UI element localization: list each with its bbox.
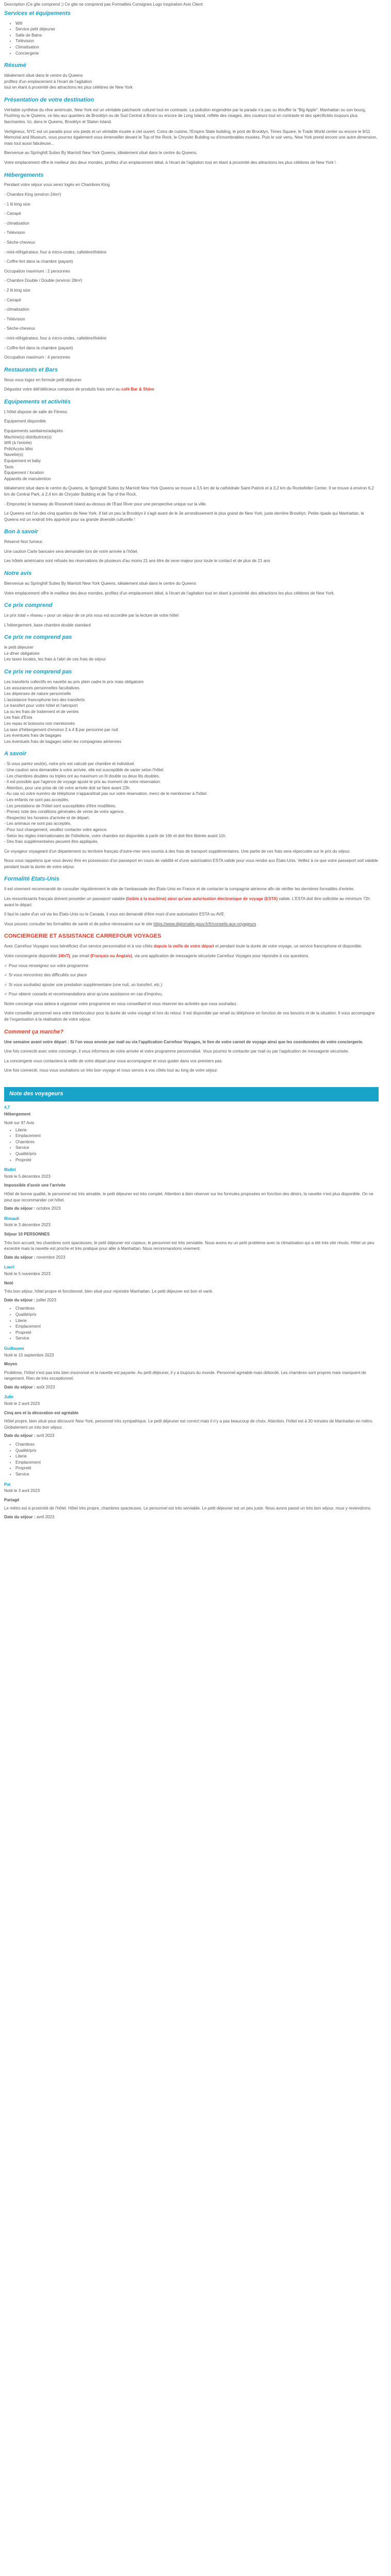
ne-comprend-line: Les taxes locales, les frais à l'abri de ces frais de séjour	[4, 657, 106, 662]
cpn-line: Les repas et boissons non mentionnés	[4, 721, 75, 726]
cpn-line: Les transferts collectifs en navette au prix plein cadre le prix mais obligatoire	[4, 679, 144, 684]
cpn-line: Les dépenses de nature personnelle	[4, 691, 71, 697]
presentation-paragraph: Vertigineux, NYC est un paradis pour vos pieds et un véritable musée à ciel ouvert. Coins de cuisine, l'Empire State building, le pont de Brooklyn, Times Square, le Trade World center ou encore le 9/11 Memorial and Museum, vous pourrez également vous émerveiller devant le Top of the Rock, le Chrysler Building ou d'innombrables musées. Puis le soir venu, New York prend encore une autre dimension, mais tout aussi fabuleuse...	[4, 129, 378, 146]
room-feature: - 2 lit king size	[4, 287, 30, 293]
review-author: Guillaume	[4, 1346, 24, 1351]
conciergerie-paragraph	[4, 953, 379, 959]
review-text: Problème, l'hôtel n'est pas très bien insonorisé et la navette est payante. Au petit déjeuner, il y a toujours du monde. Personnel agréable mais débordé. Les chambres sont propres mais manquent de rangement. Rien de très exceptionnel.	[4, 1370, 366, 1381]
review-stay-date	[4, 1206, 379, 1212]
review-criteria-list	[4, 1127, 379, 1163]
room-feature: - climatisation	[4, 307, 29, 312]
restaurants-text	[4, 386, 379, 393]
list-item: • Service	[15, 1335, 379, 1342]
review-item	[4, 1482, 379, 1520]
savoir2-line: - Prenez note des conditions générales de vente de votre agence.	[4, 809, 125, 815]
review-label: Partagé	[4, 1497, 20, 1502]
comprend-title: Ce prix comprend	[4, 602, 53, 609]
faq-paragraph: Une fois connecté, nous vous souhaitons un très bon voyage et nous serons à vos côtés tout au long de votre séjour.	[4, 1068, 218, 1073]
savoir2-paragraph: Nous vous rappelons que vous devez être en possession d'un passeport en cours de validité et d'une autorisation ESTA valide pour vous rendre aux États-Unis. Veillez à ce que votre passeport soit valable pendant toute la durée de votre séjour.	[4, 858, 378, 869]
review-criteria-list	[4, 1306, 379, 1342]
formalite-paragraph	[4, 921, 379, 927]
equipement-line: Appareils de manutention	[4, 476, 51, 481]
review-text: Très bon séjour, hôtel propre et fonctionnel, bien situé pour rejoindre Manhattan. Le petit déjeuner est bon et varié.	[4, 1289, 214, 1294]
cpn-line: La ou les frais de traitement et de ventes	[4, 709, 79, 714]
review-text: Très bon accueil, les chambres sont spacieuses, le petit déjeuner est copieux, le personnel est très serviable. Nous avons eu un petit problème avec la climatisation qui a été très vite résolu. Hôtel un peu excentré mais la navette est proche et très pratique pour aller à Manhattan. Nous recommandons vivement.	[4, 1240, 374, 1251]
review-stay-value: juillet 2023	[36, 1297, 56, 1302]
cpn-line: Le transfert pour votre hôtel et l'aéroport	[4, 703, 78, 708]
savoir2-line: - Attention, pour une prise de clé votre arrivée doit se faire avant 23h.	[4, 785, 131, 790]
review-criteria-list	[4, 1442, 379, 1478]
list-item: • Qualité/prix	[15, 1151, 379, 1157]
faq-question	[4, 1039, 379, 1045]
savoir-paragraph: Réservé Non fumeur.	[4, 539, 43, 545]
conciergerie-check: ✓ Si vous souhaitez ajouter une prestation supplémentaire (une nuit, un transfert, etc.)	[4, 982, 162, 987]
formalite-text: Les ressortissants français doivent posséder un passeport valable	[4, 896, 126, 901]
comprend-paragraph: Le prix total « réseau » pour un séjour de ce prix vous est accordée par la lecture de votre hôtel	[4, 613, 178, 618]
review-label: Cinq ans et la décoration est agréable	[4, 1410, 79, 1415]
equipement-line: Equipement disponible	[4, 419, 46, 424]
room-feature: - climatisation	[4, 221, 29, 226]
ne-comprend-line: le petit déjeuner	[4, 645, 34, 650]
list-item: • Salle de Bains	[15, 32, 379, 39]
list-item: • Chambres	[15, 1306, 379, 1312]
room-feature: - 1 lit king size	[4, 201, 30, 207]
review-author: Lauri	[4, 1265, 14, 1270]
avis-paragraph: Votre emplacement offre le meilleur des deux mondes, profitez d'un emplacement idéal, à l'écart de l'agitation tout en étant à proximité des attractions les plus célèbres de New York.	[4, 590, 335, 596]
list-item: • Literie	[15, 1127, 379, 1133]
room-feature: - Chambre Double / Double (environ 28m²)	[4, 278, 83, 283]
cpn-list	[4, 679, 379, 745]
review-stay-label: Date du séjour :	[4, 1255, 36, 1260]
review-stay-date	[4, 1514, 379, 1520]
conciergerie-check: ✓ Pour nous renseignez sur votre programme	[4, 963, 89, 968]
diplomatie-link[interactable]: https://www.diplomatie.gouv.fr/fr/conseils-aux-voyageurs	[153, 921, 256, 926]
savoir2-line: - Les prestations de l'hôtel sont susceptibles d'être modifiées.	[4, 803, 117, 808]
list-item: • Literie	[15, 1318, 379, 1324]
equipement-line: Equipements sanitaires/adaptés	[4, 428, 63, 433]
restaurants-text-pre: Dégustez votre déli'délicieux composé de produits frais servi au	[4, 387, 122, 392]
review-author: Mallet	[4, 1167, 16, 1173]
conciergerie-check: ✓ Si vous rencontrez des difficultés sur place	[4, 973, 87, 978]
review-label: Séjour 10 PERSONNES	[4, 1232, 50, 1236]
equipement-line: Machine(s) distributrice(s)	[4, 434, 52, 439]
avis-title: Notre avis	[4, 570, 32, 577]
room-feature: - Coffre-fort dans la chambre (payant)	[4, 259, 73, 264]
savoir2-line: - Respectez les horaires d'arrivée et de départ.	[4, 815, 90, 820]
equipement-line: Wifi (à l'entrée)	[4, 440, 32, 446]
room-king	[4, 192, 379, 274]
review-stay-date	[4, 1255, 379, 1261]
review-heading	[4, 1182, 379, 1189]
savoir2-line: - Les animaux ne sont pas acceptés.	[4, 821, 72, 826]
review-label: Impossible d'avoir une l'arrivée	[4, 1183, 66, 1188]
presentation-paragraph: Véritable synthèse du rêve américain, New York est un véritable patchwork culturel tout en contraste. La pollution engendrée par la parade n'a pas su étouffer la "Big Apple". Manhattan ou son bourg, Flushing ou le Queens, ce lieu aux quartiers de Brooklyn ou de Sud Central à Bronx ou encore de Long Island, reflète des visages, des couleurs tout en contraste et des spécificités toujours plus fascinantes. Ici, dans le Queens, Brooklyn et Staten Island.	[4, 107, 366, 124]
conciergerie-title: CONCIERGERIE ET ASSISTANCE CARREFOUR VOYAGES	[4, 933, 161, 940]
cpn-line: L'assistance francophone lors des transferts	[4, 697, 85, 702]
review-stay-value: avril 2023	[36, 1514, 55, 1519]
review-date: Noté le 15 septembre 2023	[4, 1352, 54, 1358]
review-score-label: Hébergement	[4, 1111, 31, 1116]
cpn-title: Ce prix ne comprend pas	[4, 668, 72, 675]
review-stay-label: Date du séjour :	[4, 1384, 36, 1389]
review-date: Noté le 3 décembre 2023	[4, 1223, 51, 1228]
review-author: Julie	[4, 1395, 14, 1400]
equipement-line: Prêt/Accès Mini	[4, 446, 33, 451]
list-item: • Propreté	[15, 1157, 379, 1163]
review-heading	[4, 1231, 379, 1238]
room-occupancy: Occupation maximum : 4 personnes	[4, 355, 71, 360]
review-stay-value: octobre 2023	[36, 1206, 61, 1211]
formalite-paragraph	[4, 896, 379, 908]
resume-title: Résumé	[4, 62, 26, 69]
review-heading	[4, 1280, 379, 1286]
restaurants-title: Restaurants et Bars	[4, 366, 58, 373]
review-item	[4, 1167, 379, 1212]
savoir2-line: - Une caution sera demandée à votre arrivée, elle est susceptible de varier selon l'hôtel.	[4, 767, 165, 772]
savoir2-line: - Pour tout changement, veuillez contacter votre agence.	[4, 827, 108, 832]
savoir2-line: - Il est possible que l'agence de voyage ajuste le prix au moment de votre réservation.	[4, 779, 161, 785]
review-stay-value: août 2023	[36, 1384, 55, 1389]
room-feature: - Canapé	[4, 211, 21, 216]
presentation-paragraph: Votre emplacement offre le meilleur des deux mondes, profitez d'un emplacement idéal, à l'écart de l'agitation tout en étant à proximité des attractions les plus célèbres de New York !	[4, 160, 336, 165]
savoir2-line: - Si vous partez seul(e), notre prix est calculé par chambre et individuel.	[4, 761, 135, 767]
formalite-title: Formalité Etats-Unis	[4, 876, 59, 883]
resume-line: tout en étant à proximité des attractions les plus célèbres de New York	[4, 85, 133, 90]
conciergerie-text: , par email	[70, 953, 91, 958]
faq-question-text: Une semaine avant votre départ : Si l'on vous envoie par mail ou via l'application Carrefour Voyages, le lien de votre carnet de voyage ainsi que les coordonnées de votre conciergerie.	[4, 1039, 364, 1044]
room-occupancy: Occupation maximum : 2 personnes	[4, 268, 71, 274]
faq-paragraph: La conciergerie vous contactera la veille de votre départ pour vous accompagner et vous guider dans vos premiers pas.	[4, 1058, 223, 1063]
review-stay-date	[4, 1384, 379, 1391]
review-date: Noté le 2 avril 2023	[4, 1401, 40, 1406]
conciergerie-text: , via une application de messagerie sécurisée Carrefour Voyages pour répondre à vos questions.	[132, 953, 309, 958]
formalite-paragraph: Il faut le cadre d'un vol via les États-Unis ou le Canada, il vous est demandé d'être muni d'une autorisation ESTA ou AVE.	[4, 912, 225, 917]
services-title: Services et équipements	[4, 10, 71, 16]
review-item	[4, 1216, 379, 1261]
list-item: • Qualité/prix	[15, 1312, 379, 1318]
avis-paragraph: Bienvenue au Springhill Suites By Marriott New York Queens, idéalement situé dans le centre du Queens	[4, 581, 197, 586]
formalite-text: Vous pouvez consulter les formalités de santé et de police nécessaires sur le site	[4, 921, 154, 926]
savoir2-paragraph: Ce voyageur voyageant d'un département ou territoire français d'outre-mer sera soumis à des frais de transport supplémentaires. Une partie de ces frais sera répercutée sur le prix du séjour.	[4, 849, 351, 854]
room-feature: - Télévision	[4, 316, 25, 321]
resume-text	[4, 73, 379, 91]
equipement-line: Équipement / location	[4, 470, 44, 476]
formalite-text: valide. L'ESTA doit être sollicitée au minimum 72h avant le départ.	[4, 896, 370, 907]
cpn-line: Les assurances personnelles facultatives	[4, 685, 79, 690]
cpn-line: Les éventuels frais de bagages selon les compagnies aériennes	[4, 739, 122, 744]
cpn-line: Les éventuels frais de bagages	[4, 733, 61, 738]
review-date: Noté le 5 novembre 2023	[4, 1271, 51, 1276]
review-heading	[4, 1361, 379, 1367]
list-item: • Télévision	[15, 38, 379, 44]
equipement-paragraph: Le Queens est l'un des cinq quartiers de New York. Il fait un peu la Brooklyn il s'agit avant de le 3e arrondissement le plus grand de New York, juste derrière Brooklyn. Petite ripade qui Manhattan, le Queens est un endroit très apprécié pour sa grande diversité culturelle !	[4, 511, 364, 522]
list-item: • Chambres	[15, 1139, 379, 1145]
review-item	[4, 1346, 379, 1391]
savoir2-title: A savoir	[4, 751, 27, 757]
presentation-title: Présentation de votre destination	[4, 96, 94, 103]
conciergerie-text: et pendant toute la durée de votre voyage, un service francophone et disponible.	[214, 944, 363, 949]
room-feature: - Chambre King (environ 24m²)	[4, 192, 61, 197]
savoir2-line: - Les chambres doubles ou triples ont au maximum un lit double ou deux lits doubles.	[4, 773, 160, 778]
equipement-line: Taxis	[4, 464, 14, 469]
ne-comprend-line: Le dîner obligatoire	[4, 651, 40, 656]
review-text: Hôtel propre, bien situé pour découvrir New York, personnel très sympathique. Le petit déjeuner est correct mais il n'y a pas beaucoup de choix. Attention, l'hôtel est à 30 minutes de Manhattan en métro. Globalement un très bon séjour.	[4, 1419, 373, 1430]
review-label: Noté	[4, 1280, 13, 1285]
review-stay-date	[4, 1433, 379, 1439]
conciergerie-emphasis: 24h/7j	[58, 953, 70, 958]
list-item: • Propreté	[15, 1465, 379, 1471]
list-item: • Conciergerie	[15, 50, 379, 57]
room-double	[4, 278, 379, 360]
savoir-paragraph: Les hôtels américains sont refusés les réservations de plusieurs d'au moins 21 ans être de sexe majeur pour toute le contact et de plus de 21 ans	[4, 558, 270, 564]
faq-title: Comment ça marche?	[4, 1028, 63, 1035]
list-item: • Service	[15, 1471, 379, 1478]
services-list	[4, 21, 379, 57]
conciergerie-paragraph: Votre conseiller personnel sera votre interlocuteur pour la durée de votre voyage et lors du retour. Il est disponible par email ou téléphone en fonction de vos besoins et de la situation. Il vous accompagne de l'organisation à la réalisation de votre séjour.	[4, 1011, 375, 1022]
savoir2-line: - Des frais supplémentaires peuvent être appliqués.	[4, 839, 99, 844]
review-stay-label: Date du séjour :	[4, 1206, 36, 1211]
savoir2-list	[4, 761, 379, 844]
review-stay-label: Date du séjour :	[4, 1433, 36, 1438]
review-item	[4, 1264, 379, 1342]
comprend-paragraph: L'hébergement, base chambre double standard	[4, 622, 91, 628]
review-author: Rimauli	[4, 1216, 19, 1221]
review-text: Hôtel de bonne qualité, le personnel est très aimable, le petit déjeuner est très complet. Attention à bien réserver sur les formules proposées en fonction des désirs, la navette n'est plus disponible. On ne peut que recommander cet hôtel.	[4, 1192, 373, 1202]
room-feature: - mini-réfrigérateur, four à micro-ondes, cafetière/théière	[4, 335, 107, 341]
savoir2-line: - Selon les règles internationales de l'hôtellerie, votre chambre est disponible à partir de 16h et doit être libérée avant 11h.	[4, 833, 226, 838]
list-item: • Emplacement	[15, 1324, 379, 1330]
equipement-paragraph: - Empruntez le tramway de Roosevelt Island au-dessus de l'East River pour une perspective unique sur la ville.	[4, 501, 207, 506]
review-stay-label: Date du séjour :	[4, 1514, 36, 1519]
room-feature: - Sèche-cheveux	[4, 326, 36, 331]
cpn-line: La taxe d'hébergement d'environ 2 à 4 $ par personne par nuit	[4, 727, 118, 732]
reviews-section	[4, 1105, 379, 1520]
review-stay-value: novembre 2023	[36, 1255, 66, 1260]
restaurant-name: café Bar & Shine	[121, 387, 154, 392]
room-feature: - Sèche-cheveux	[4, 240, 36, 245]
review-date: Noté le 5 décembre 2023	[4, 1174, 51, 1179]
ne-comprend-list	[4, 645, 379, 663]
list-item: • Service petit déjeuner	[15, 26, 379, 32]
list-item: • Qualité/prix	[15, 1448, 379, 1454]
conciergerie-paragraph	[4, 943, 379, 950]
cpn-line: Les frais d'Esta	[4, 715, 32, 720]
list-item: • Service	[15, 1145, 379, 1151]
savoir-paragraph: Une caution Carte bancaire sera demandée lors de votre arrivée à l'hôtel.	[4, 549, 138, 554]
list-item: • Literie	[15, 1453, 379, 1460]
savoir-title: Bon à savoir	[4, 529, 39, 535]
formalite-emphasis: (lisible à la machine) ainsi qu'une autorisation électronique de voyage (ESTA)	[126, 896, 278, 901]
review-heading	[4, 1410, 379, 1416]
savoir2-line: - Les enfants ne sont pas acceptés.	[4, 797, 70, 802]
resume-line: profitez d'un emplacement à l'écart de l'agitation	[4, 79, 92, 84]
review-stay-value: avril 2023	[36, 1433, 55, 1438]
reviews-banner: Note des voyageurs	[4, 1087, 379, 1101]
review-label: Moyen	[4, 1362, 18, 1367]
review-item	[4, 1394, 379, 1477]
reviews-summary	[4, 1105, 379, 1163]
room-feature: - Télévision	[4, 230, 25, 235]
conciergerie-text: Votre conciergerie disponible	[4, 953, 58, 958]
list-item: • Climatisation	[15, 44, 379, 50]
conciergerie-emphasis: (Français ou Anglais)	[90, 953, 133, 958]
equipement-list	[4, 428, 379, 482]
equipements-title: Equipements et activités	[4, 398, 71, 405]
restaurants-text: Nous vous logez en formule petit déjeuner	[4, 377, 82, 382]
resume-line: Idéalement situé dans le centre du Queens	[4, 73, 83, 78]
review-date: Noté le 3 avril 2023	[4, 1488, 40, 1494]
description: Description (Ce gite comprend :) Ce gite ne comprend pas Formalités Consignes Logo Inspiration Avis Client	[4, 2, 203, 7]
room-feature: - Canapé	[4, 297, 21, 302]
room-feature: - Coffre-fort dans la chambre (payant)	[4, 345, 73, 350]
list-item: • Emplacement	[15, 1460, 379, 1466]
list-item: • Wifi	[15, 21, 379, 27]
equipement-line: Navette(s)	[4, 452, 23, 457]
review-heading	[4, 1497, 379, 1503]
list-item: • Emplacement	[15, 1133, 379, 1139]
faq-paragraph: Une fois connecté avec votre concierge, il vous informera de votre arrivée et votre programme personnalisé. Vous pourrez le contacter par mail ou par l'application de messagerie sécurisée.	[4, 1049, 349, 1054]
conciergerie-emphasis: depuis la veille de votre départ	[153, 944, 214, 949]
review-stay-date	[4, 1297, 379, 1303]
review-text: Le métro est à proximité de l'hôtel. Hôtel très propre, chambres spacieuses. Le personnel est très serviable. Le petit déjeuner est un peu juste. Nous avons passé un très bon séjour, nous y reviendrons.	[4, 1506, 372, 1511]
presentation-paragraph: Bienvenue au Springhill Suites By Marriott New York Queens, idéalement situé dans le centre du Queens.	[4, 150, 198, 156]
formalite-paragraph: Il est vivement recommandé de consulter régulièrement le site de l'ambassade des États-Unis en France et de contacter la compagnie aérienne afin de vérifier les dernières formalités d'entrée.	[4, 887, 355, 892]
room-feature: - mini-réfrigérateur, four à micro-ondes, cafetière/théière	[4, 249, 107, 255]
equipement-paragraph: Idéalement situé dans le centre du Queens, le Springhill Suites by Marriott New York Queens se trouve à 3,5 km de la cathédrale Saint-Patrick et à 3,2 km du Rockefeller Center. Il se trouve à environ 6,2 km de Central Park, à 2,4 km de Chrysler Building et de Top of the Rock.	[4, 486, 374, 497]
hebergement-intro: Pendant votre séjour vous serez logés en Chambres King	[4, 182, 110, 188]
conciergerie-paragraph: Notre concierge vous aidera à organiser votre programme en vous conseillant et vous réserver les activités que vous souhaitez.	[4, 1001, 238, 1006]
conciergerie-text: Avec Carrefour Voyages vous bénéficiez d'un service personnalisé et à vos côtés	[4, 944, 154, 949]
review-stay-label: Date du séjour :	[4, 1297, 36, 1302]
list-item: • Chambres	[15, 1442, 379, 1448]
conciergerie-check: ✓ Pour obtenir conseils et recommandations ainsi qu'une assistance en cas d'imprévu.	[4, 992, 163, 997]
list-item: • Propreté	[15, 1330, 379, 1336]
review-score: 4,7	[4, 1105, 10, 1110]
hebergement-title: Hébergements	[4, 172, 44, 178]
equipement-line: Equipement et baby	[4, 458, 41, 463]
review-count: Noté sur 97 Avis	[4, 1121, 35, 1126]
equipement-line: L'hôtel dispose de salle de Fitness	[4, 409, 68, 414]
ne-comprend-title: Ce prix ne comprend pas	[4, 634, 72, 641]
savoir2-line: - Au cas où votre numéro de téléphone n'apparaîtrait pas sur votre réservation, merci de le mentionner à l'hôtel.	[4, 791, 208, 796]
review-author: Pat	[4, 1482, 11, 1487]
